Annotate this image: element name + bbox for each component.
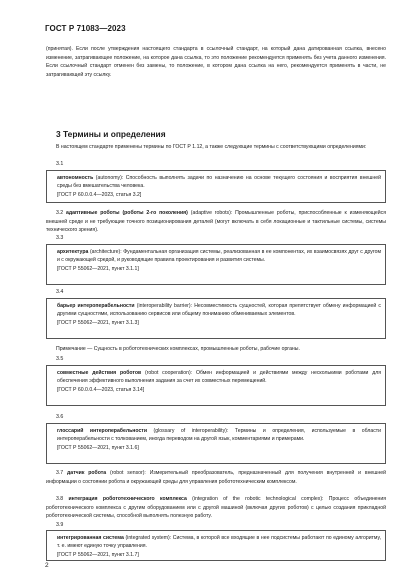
term-entry-plain xyxy=(46,209,386,235)
term-name: автономность xyxy=(57,175,94,181)
term-definition: Обмен информацией и действиями между несколькими роботами для обеспечения эффективного выполнения задания за счет их совместных перемещений. xyxy=(57,370,381,385)
term-english: (adaptive robots): xyxy=(190,210,233,216)
term-source: [ГОСТ Р 55062—2021, пункт 3.1.3] xyxy=(57,319,139,326)
intro-paragraph: (принятая). Если после утверждения настоящего стандарта в ссылочный стандарт, на который дана датированная ссылка, внесено изменение, затрагивающее положение, на которое дана ссылка, то это положение рекомендуется применять без учета данного изменения. Если ссылочный стандарт отменен без замены, то положение, в котором дана ссылка на него, рекомендуется применять в части, не затрагивающей эту ссылку. xyxy=(46,46,386,78)
term-name: адаптивные роботы (роботы 2-го поколения) xyxy=(66,210,188,216)
term-definition: Несовместимость сущностей, которая препятствует обмену информацией с другими сущностями, использованию сервисов или общему пониманию обмениваемых элементов. xyxy=(57,303,382,318)
term-number: 3.5 xyxy=(56,356,64,362)
term-entry-plain xyxy=(46,495,386,521)
term-definition: Измерительный преобразователь, предназначенный для получения внутренней и внешней информации о состоянии робота и окружающей среды для управления робототехническим комплексом. xyxy=(46,470,386,485)
term-name: архитектура xyxy=(57,249,89,255)
term-english: (robot sensor): xyxy=(109,470,146,476)
term-english: (architecture): xyxy=(89,249,122,255)
term-number: 3.3 xyxy=(56,235,64,241)
term-source: [ГОСТ Р 60.0.0.4—2023, статья 3.14] xyxy=(57,386,145,393)
section-intro: В настоящем стандарте применены термины по ГОСТ Р 1.12, а также следующие термины с соответствующими определениями: xyxy=(56,144,367,150)
term-number: 3.6 xyxy=(56,414,64,420)
term-english: (integrated system): xyxy=(125,535,172,541)
term-source: [ГОСТ Р 55062—2021, пункт 3.1.1] xyxy=(57,265,139,272)
term-box xyxy=(46,365,386,406)
term-number: 3.9 xyxy=(56,522,64,528)
term-source: [ГОСТ Р 60.0.0.4—2023, статья 3.2] xyxy=(57,191,142,198)
term-name: глоссарий интероперабельности xyxy=(57,428,147,434)
term-box xyxy=(46,244,386,285)
term-box xyxy=(46,530,386,561)
term-number: 3.1 xyxy=(56,161,64,167)
term-entry-plain xyxy=(46,469,386,486)
term-definition: Термины и определения, используемые в области интероперабельности с толкованием, иногда переводом на другой язык, комментариями и примерами. xyxy=(57,428,382,443)
term-definition: Фундаментальная организация системы, реализованная в ее компонентах, их взаимосвязях друг с другом и с окружающей средой, и руководящие правила проектирования и развития системы. xyxy=(57,249,381,264)
term-english: (autonomy): xyxy=(95,175,124,181)
term-number: 3.7 xyxy=(56,470,64,476)
term-definition: Способность выполнять задачи по назначению на основе текущего состояния и восприятия внешней среды без вмешательства человека. xyxy=(57,175,381,190)
term-english: (integration of the robotic technological complex): xyxy=(192,496,324,502)
term-box xyxy=(46,170,386,203)
document-code-header: ГОСТ Р 71083—2023 xyxy=(45,24,126,33)
term-number: 3.8 xyxy=(56,496,64,502)
term-source: [ГОСТ Р 55062—2021, пункт 3.1.7] xyxy=(57,551,139,558)
term-note: Примечание — Сущность в робототехнических комплексах, промышленные роботы, рабочие органы. xyxy=(56,346,300,352)
term-name: интеграция робототехнического комплекса xyxy=(68,496,187,502)
term-box xyxy=(46,298,386,339)
term-number: 3.2 xyxy=(56,210,64,216)
term-name: барьер интероперабельности xyxy=(57,303,135,309)
page-number: 2 xyxy=(45,562,49,569)
section-title: 3 Термины и определения xyxy=(56,129,166,139)
term-box xyxy=(46,423,386,464)
term-english: (interoperability barrier): xyxy=(136,303,193,309)
term-name: совместные действия роботов xyxy=(57,370,142,376)
term-english: (robot cooperation): xyxy=(144,370,193,376)
term-source: [ГОСТ Р 55062—2021, пункт 3.1.6] xyxy=(57,444,139,451)
term-definition: Система, в которой все входящие в нее подсистемы работают по единому алгоритму, т. е. имеют единую точку управления. xyxy=(57,535,381,550)
term-number: 3.4 xyxy=(56,289,64,295)
term-name: датчик робота xyxy=(67,470,107,476)
term-definition: Промышленные роботы, приспособленные к изменяющейся внешней среде и не требующие точного позиционирования деталей (могут включать в себя локационные и тактильные системы, системы технического зрения). xyxy=(46,210,386,234)
term-english: (glossary of interoperability): xyxy=(153,428,229,434)
term-name: интегрированная система xyxy=(57,535,124,541)
term-definition: Процесс объединения робототехнического комплекса с другим оборудованием или с другой машиной (включая других роботов) с целью создания прикладной робототехнической системы, способной выполнять полезную работу. xyxy=(46,496,387,520)
